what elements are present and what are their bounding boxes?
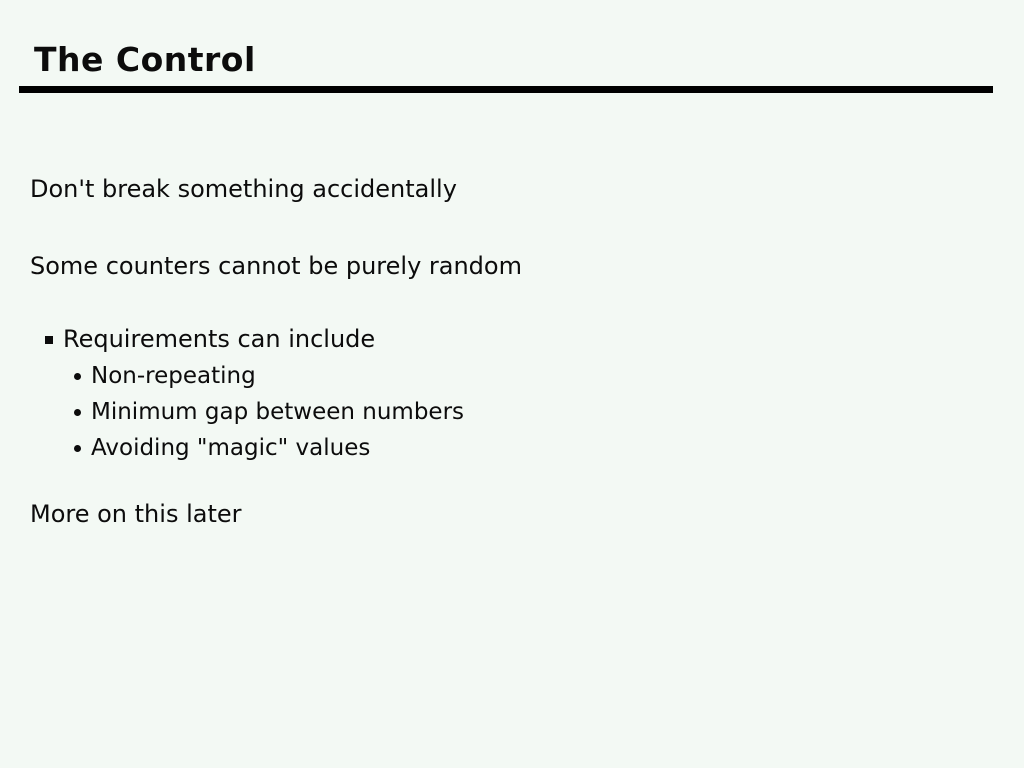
dot-bullet-icon	[74, 373, 81, 380]
slide-title: The Control	[34, 40, 256, 79]
bullet-item-label: Non-repeating	[91, 363, 256, 389]
bullet-item-label: Requirements can include	[63, 325, 376, 353]
dot-bullet-icon	[74, 409, 81, 416]
dot-bullet-icon	[74, 445, 81, 452]
bullet-item-level2	[74, 363, 256, 389]
bullet-item-level2	[74, 435, 370, 461]
bullet-item-level2	[74, 399, 464, 425]
bullet-item-label: Avoiding "magic" values	[91, 435, 371, 461]
bullet-item-level1	[45, 326, 375, 353]
bullet-item-label: Minimum gap between numbers	[91, 399, 465, 425]
title-rule	[19, 86, 993, 93]
square-bullet-icon	[45, 336, 53, 344]
closing-line: More on this later	[30, 500, 242, 528]
paragraph-2: Some counters cannot be purely random	[30, 252, 522, 280]
paragraph-1: Don't break something accidentally	[30, 175, 457, 203]
